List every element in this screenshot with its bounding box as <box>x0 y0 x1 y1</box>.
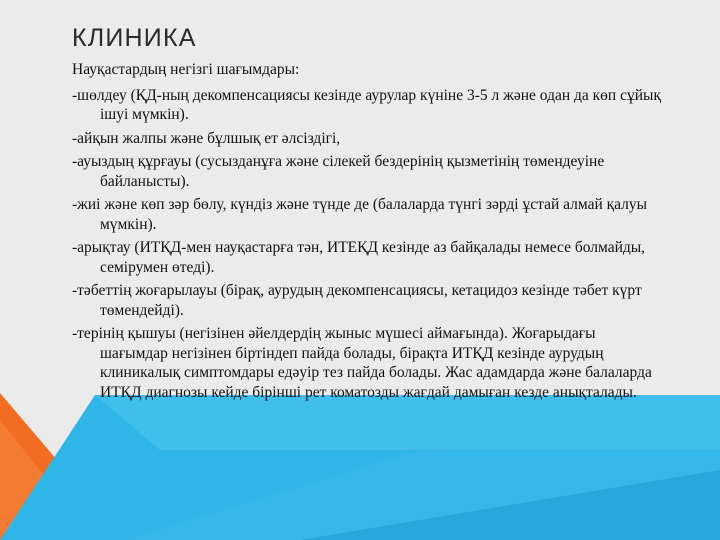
slide-body <box>72 60 662 406</box>
complaint-item: -ауыздың құрғауы (сусызданұға және сілекей бездерінің қызметінің төмендеуіне байланысты). <box>72 153 605 190</box>
complaint-item: -арықтау (ИТҚД-мен науқастарға тән, ИТЕҚД кезінде аз байқалады немесе болмайды, семірумен өтеді). <box>72 239 646 276</box>
complaint-item: -тәбеттің жоғарылауы (бірақ, аурудың декомпенсациясы, кетацидоз кезінде тәбет күрт төмендейді). <box>72 282 642 319</box>
complaint-item: -шөлдеу (ҚД-ның декомпенсациясы кезінде аурулар күніне 3-5 л және одан да көп сұйық ішуі мүмкін). <box>72 86 661 123</box>
slide-title: КЛИНИКА <box>72 24 197 52</box>
complaint-item: -айқын жалпы және бұлшық ет әлсіздігі, <box>72 129 341 147</box>
intro-text: Науқастардың негізгі шағымдары: <box>72 61 300 78</box>
complaint-item: -терінің қышуы (негізінен әйелдердің жыныс мүшесі аймағында). Жоғарыдағы шағымдар негізінен біртіндеп пайда болады, бірақта ИТҚД кезінде аурудың клиникалық симптомдары едәуір тез пайда болады. Жас адамдарда және балаларда ИТҚД диагнозы кейде бірінші рет коматозды жағдай дамыған кезде анықталады. <box>72 325 652 401</box>
complaint-item: -жиі және көп зәр бөлу, күндіз және түнде де (балаларда түнгі зәрді ұстай алмай қалуы мүмкін). <box>72 196 648 233</box>
